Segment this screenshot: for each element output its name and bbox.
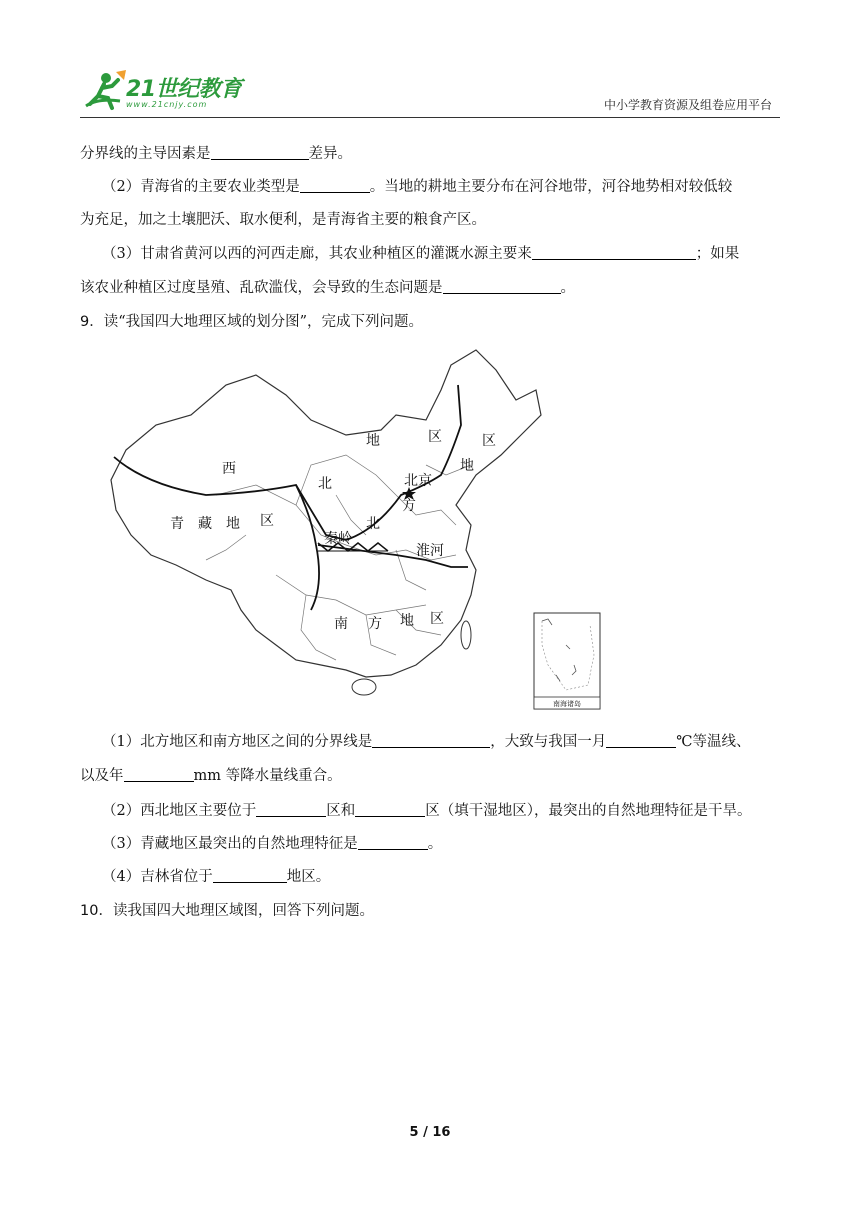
brand-url: www.21cnjy.com [126, 100, 208, 109]
q8-text: 差异。 [308, 146, 352, 162]
answer-blank[interactable] [256, 801, 326, 817]
answer-blank[interactable] [443, 278, 561, 294]
map-label: 西 [222, 461, 236, 477]
map-label: 区 [260, 513, 274, 529]
q8-text: 为充足，加之土壤肥沃、取水便利，是青海省主要的粮食产区。 [80, 212, 486, 228]
q9-text: 。 [427, 836, 443, 852]
map-label: 方 [368, 616, 382, 632]
question-stem: 读“我国四大地理区域的划分图”，完成下列问题。 [103, 314, 424, 330]
china-outline [111, 350, 541, 677]
q9-text: （4）吉林省位于 [102, 869, 213, 885]
q9-sub4 [102, 866, 780, 888]
platform-name: 中小学教育资源及组卷应用平台 [603, 98, 772, 112]
q8-line1 [80, 143, 780, 165]
question-stem: 读我国四大地理区域图，回答下列问题。 [112, 903, 374, 919]
map-label: 淮河 [416, 543, 444, 559]
map-label: 区 [482, 433, 496, 449]
answer-blank[interactable] [358, 834, 428, 850]
q8-text: 。 [560, 280, 575, 296]
answer-blank[interactable] [606, 732, 676, 748]
q9-sub1-line2 [80, 765, 780, 787]
map-label: 青 [170, 516, 184, 532]
map-label: 地 [226, 516, 240, 532]
q9-text: 区（填干湿地区），最突出的自然地理特征是干旱。 [425, 803, 752, 819]
q9-sub2 [102, 800, 780, 822]
map-label: 藏 [198, 516, 212, 532]
answer-blank[interactable] [124, 766, 194, 782]
brand-name: 21世纪教育 [126, 77, 242, 102]
q9-text: ℃等温线、 [676, 734, 751, 750]
map-label: 区 [430, 611, 444, 627]
answer-blank[interactable] [211, 144, 309, 160]
answer-blank[interactable] [300, 177, 370, 193]
map-label: 地 [366, 433, 380, 449]
map-label: 北 [318, 476, 332, 492]
map-label: 区 [428, 429, 442, 445]
q9-text: ，大致与我国一月 [490, 734, 607, 750]
question-number: 10． [80, 903, 113, 919]
q8-part2-line1 [102, 176, 780, 198]
q8-text: 该农业种植区过度垦殖、乱砍滥伐，会导致的生态问题是 [80, 280, 443, 296]
china-regions-map [96, 345, 616, 715]
map-label: 北京 [404, 473, 432, 489]
answer-blank[interactable] [532, 244, 696, 260]
q9-text: 区和 [326, 803, 356, 819]
q9-text: mm 等降水量线重合。 [193, 768, 342, 784]
q9-text: 地区。 [286, 869, 331, 885]
answer-blank[interactable] [213, 867, 287, 883]
header-divider [80, 117, 780, 118]
map-label: 南 [334, 616, 348, 632]
page-header [80, 66, 780, 118]
q9-sub1-line1 [102, 731, 780, 753]
q9-sub3 [102, 833, 780, 855]
map-label: 秦岭 [324, 531, 352, 547]
q8-part3-line2 [80, 277, 780, 299]
q9-text: 以及年 [80, 768, 124, 784]
map-label: 北 [366, 516, 380, 532]
q8-part3-line1 [102, 243, 780, 265]
map-label: 地 [460, 458, 474, 474]
q8-text: ；如果 [695, 246, 740, 262]
answer-blank[interactable] [355, 801, 425, 817]
q9-text: （3）青藏地区最突出的自然地理特征是 [102, 836, 358, 852]
taiwan-island [461, 621, 471, 649]
question-number: 9． [80, 314, 104, 330]
south-china-sea-inset [534, 613, 600, 709]
q8-part2-line2 [80, 209, 780, 231]
q8-text: （3）甘肃省黄河以西的河西走廊，其农业种植区的灌溉水源主要来 [102, 246, 532, 262]
inset-label: 南海诸岛 [553, 700, 581, 708]
hainan-island [352, 679, 376, 695]
map-label: 方 [402, 498, 416, 514]
map-label: 地 [400, 613, 414, 629]
page-number: 5 / 16 [409, 1125, 451, 1140]
q8-text: 。当地的耕地主要分布在河谷地带，河谷地势相对较低较 [369, 179, 733, 195]
q10-stem [80, 900, 780, 922]
q9-stem [80, 311, 780, 333]
q9-text: （2）西北地区主要位于 [102, 803, 257, 819]
q8-text: 分界线的主导因素是 [80, 146, 211, 162]
answer-blank[interactable] [372, 732, 490, 748]
q8-text: （2）青海省的主要农业类型是 [102, 179, 300, 195]
q9-text: （1）北方地区和南方地区之间的分界线是 [102, 734, 373, 750]
